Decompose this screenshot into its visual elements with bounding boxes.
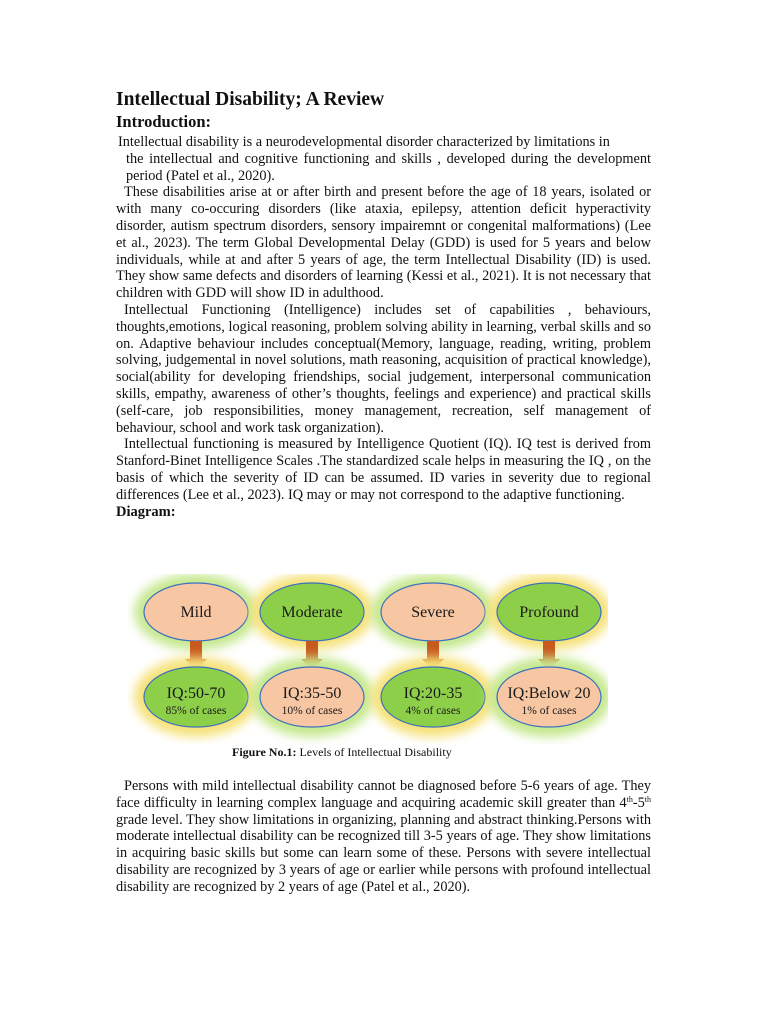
level-3-cases: 1% of cases — [521, 705, 577, 717]
closing-text-b: -5 — [632, 794, 645, 811]
closing-text-a: Persons with mild intellectual disability cannot be diagnosed before 5-6 years of age. They face difficulty in learning complex language and acquiring academic skill greater than 4 — [116, 778, 651, 811]
level-2-iq: IQ:20-35 — [403, 685, 463, 702]
document-title: Intellectual Disability; A Review — [116, 89, 385, 110]
level-0-cases: 85% of cases — [165, 705, 227, 717]
closing-text-c: grade level. They show limitations in organizing, planning and abstract thinking.Persons with moderate intellectual disability can be recognized till 3-5 years of age. They show limitations in acquiring basic skills but some can learn some of these. Persons with severe intellectual disability are recognized by 3 years of age or earlier while persons with profound intellectual disability are recognized by 2 years of age (Patel et al., 2020). — [116, 811, 651, 895]
level-3-iq: IQ:Below 20 — [507, 685, 591, 702]
superscript-th-2: th — [644, 794, 651, 804]
intro-paragraph-2: These disabilities arise at or after birth and present before the age of 18 years, isolated or with many co-occuring disorders (like ataxia, epilepsy, attention deficit hyperactivity disorder, autism spectrum disorders, sensory impairemnt or congenital malformations) (Lee et al., 2023). The term Global Developmental Delay (GDD) is used for 5 years and below individuals, while at and after 5 years of age, the term Intellectual Disability (ID) is used. They show same defects and disorders of learning (Kessi et al., 2021). It is not necessary that children with GDD will show ID in adulthood. — [116, 184, 651, 302]
level-3-name: Profound — [519, 604, 579, 621]
superscript-th-1: th — [626, 794, 633, 804]
intro-paragraph-1 — [116, 134, 651, 184]
level-2-cases: 4% of cases — [405, 705, 461, 717]
intro-paragraph-4: Intellectual functioning is measured by Intelligence Quotient (IQ). IQ test is derived from Stanford-Binet Intelligence Scales .The standardized scale helps in measuring the IQ , on the basis of which the severity of ID can be assumed. ID varies in severity due to regional differences (Lee et al., 2023). IQ may or may not correspond to the adaptive functioning. — [116, 436, 651, 503]
figure-caption-text: Levels of Intellectual Disability — [296, 745, 452, 759]
figure-label: Figure No.1: — [232, 745, 297, 759]
intro-paragraph-1-rest: the intellectual and cognitive functioning and skills , developed during the development period (Patel et al., 2020). — [126, 150, 651, 184]
intro-paragraph-1-line1: Intellectual disability is a neurodevelopmental disorder characterized by limitations in — [118, 134, 610, 150]
introduction-heading: Introduction: — [116, 112, 212, 131]
level-1-name: Moderate — [281, 604, 343, 621]
level-2-name: Severe — [411, 604, 455, 621]
level-1-cases: 10% of cases — [281, 705, 343, 717]
level-0-iq: IQ:50-70 — [166, 685, 226, 702]
intro-paragraph-3: Intellectual Functioning (Intelligence) includes set of capabilities , behaviours, thoughts,emotions, logical reasoning, problem solving ability in learning, verbal skills and so on. Adaptive behaviour includes conceptual(Memory, language, reading, writing, problem solving, judgemental in novel solutions, math reasoning, acquisition of practical knowledge), social(ability for developing friendships, social judgement, interpersonal communication skills, empathy, awareness of other’s thoughts, feelings and experience) and practical skills (self-care, job responsibilities, money management, recreation, self management of behaviour, school and work task organization). — [116, 301, 651, 436]
levels-diagram — [128, 574, 608, 744]
document-body — [116, 88, 651, 521]
closing-paragraph — [116, 778, 651, 896]
level-0-name: Mild — [180, 604, 212, 621]
figure-caption — [232, 745, 452, 760]
level-1-iq: IQ:35-50 — [282, 685, 342, 702]
closing-section — [116, 778, 651, 896]
diagram-heading: Diagram: — [116, 503, 176, 520]
